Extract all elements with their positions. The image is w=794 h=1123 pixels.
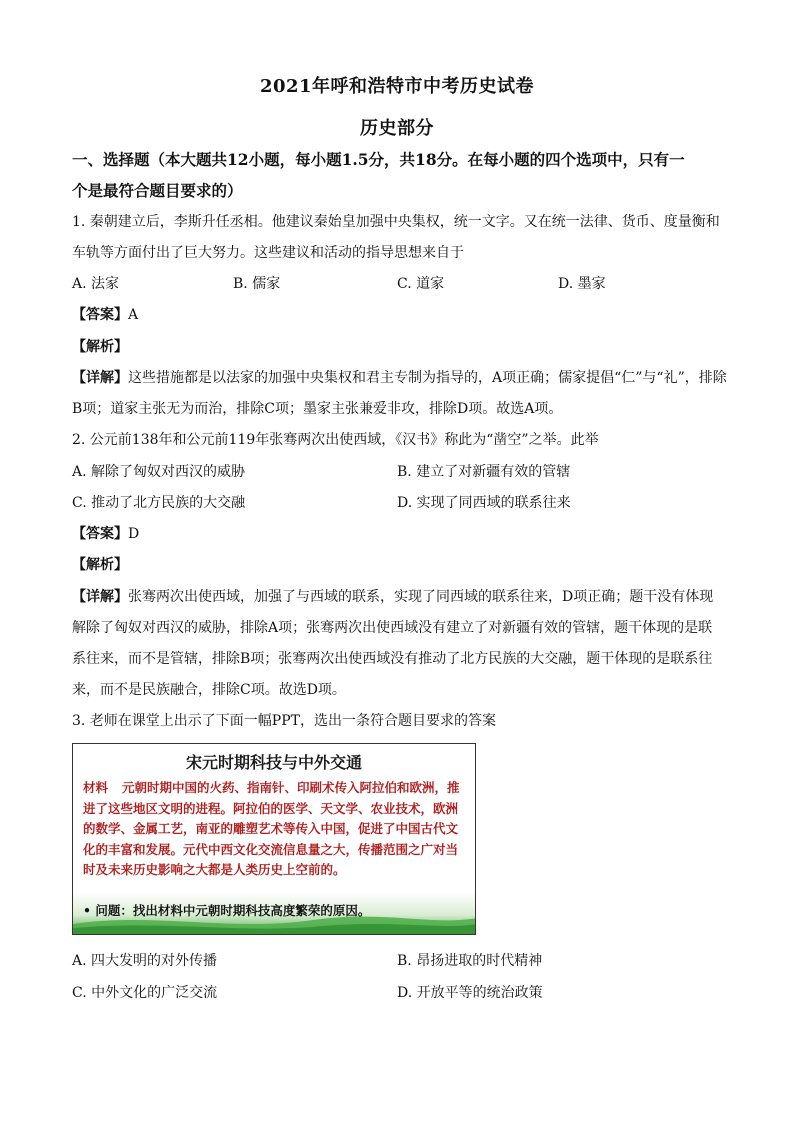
- q1-stem-line2: 车轨等方面付出了巨大努力。这些建议和活动的指导思想来自于: [72, 245, 464, 261]
- q3-option-c: C. 中外文化的广泛交流: [72, 985, 218, 1001]
- q1-analysis-label: 【解析】: [72, 339, 128, 355]
- q3-stem-line1: 3. 老师在课堂上出示了下面一幅PPT，选出一条符合题目要求的答案: [72, 713, 496, 729]
- q1-detail-line1: [72, 368, 727, 388]
- q1-detail-text1: 这些措施都是以法家的加强中央集权和君主专制为指导的，A项正确；儒家提倡“仁”与“礼”，排除: [128, 370, 727, 386]
- page-subtitle: 历史部分: [360, 118, 434, 139]
- q2-detail-text1: 张骞两次出使西域，加强了与西域的联系，实现了同西域的联系往来，D项正确；题干没有体现: [128, 589, 714, 605]
- q3-option-d: D. 开放平等的统治政策: [397, 985, 543, 1001]
- ppt-material-label: 材料: [83, 780, 109, 795]
- q2-analysis-label: 【解析】: [72, 557, 128, 573]
- q2-analysis-row: [72, 555, 722, 575]
- q3-option-a: A. 四大发明的对外传播: [72, 953, 218, 969]
- q2-answer-label: 【答案】: [72, 526, 128, 542]
- q1-option-d: D. 墨家: [558, 276, 606, 292]
- q3-option-b: B. 昂扬进取的时代精神: [397, 953, 543, 969]
- section-heading-line2: 个是最符合题目要求的）: [72, 181, 243, 200]
- q1-analysis-row: [72, 337, 722, 357]
- q1-option-c: C. 道家: [397, 276, 445, 292]
- page-title: 2021年呼和浩特市中考历史试卷: [259, 76, 535, 97]
- q2-detail-line3: 系往来，而不是管辖，排除B项；张骞两次出使西域没有推动了北方民族的大交融，题干体现的是联系往: [72, 651, 713, 667]
- ppt-material-text: 元朝时期中国的火药、指南针、印刷术传入阿拉伯和欧洲，推进了这些地区文明的进程。阿拉伯的医学、天文学、农业技术，欧洲的数学、金属工艺，南亚的雕塑艺术等传入中国，促进了中国古代文化的丰富和发展。元代中西文化交流信息量之大，传播范围之广对当时及未来历史影响之大都是人类历史上空前的。: [83, 780, 460, 877]
- section-heading-line1: 一、选择题（本大题共12小题，每小题1.5分，共18分。在每小题的四个选项中，只有一: [72, 150, 685, 169]
- q1-detail-label: 【详解】: [72, 370, 128, 386]
- ppt-question: • 问题：找出材料中元朝时期科技高度繁荣的原因。: [83, 903, 371, 918]
- q2-option-a: A. 解除了匈奴对西汉的威胁: [72, 464, 246, 480]
- q1-answer-label: 【答案】: [72, 307, 128, 323]
- q2-detail-line1: [72, 587, 722, 607]
- ppt-slide-image: [72, 743, 476, 935]
- q1-answer-row: [72, 305, 722, 325]
- q2-option-d: D. 实现了同西域的联系往来: [397, 495, 571, 511]
- q2-answer-row: [72, 524, 722, 544]
- q2-option-b: B. 建立了对新疆有效的管辖: [397, 464, 571, 480]
- q2-detail-line4: 来，而不是民族融合，排除C项。故选D项。: [72, 682, 346, 698]
- ppt-title: 宋元时期科技与中外交通: [185, 753, 362, 772]
- q2-stem-line1: 2. 公元前138年和公元前119年张骞两次出使西域，《汉书》称此为“凿空”之举。此举: [72, 432, 599, 448]
- q1-option-b: B. 儒家: [233, 276, 281, 292]
- ppt-green-wave-decoration: [73, 910, 476, 934]
- q2-detail-label: 【详解】: [72, 589, 128, 605]
- q1-detail-line2: B项；道家主张无为而治，排除C项；墨家主张兼爱非攻，排除D项。故选A项。: [72, 401, 563, 417]
- q1-answer-value: A: [128, 307, 139, 323]
- q1-option-a: A. 法家: [72, 276, 120, 292]
- q1-stem-line1: 1. 秦朝建立后，李斯升任丞相。他建议秦始皇加强中央集权，统一文字。又在统一法律、货币、度量衡和: [72, 214, 720, 230]
- q2-option-c: C. 推动了北方民族的大交融: [72, 495, 246, 511]
- ppt-material: [83, 778, 465, 881]
- q2-answer-value: D: [128, 526, 140, 542]
- q2-detail-line2: 解除了匈奴对西汉的威胁，排除A项；张骞两次出使西域没有建立了对新疆有效的管辖，题干体现的是联: [72, 620, 713, 636]
